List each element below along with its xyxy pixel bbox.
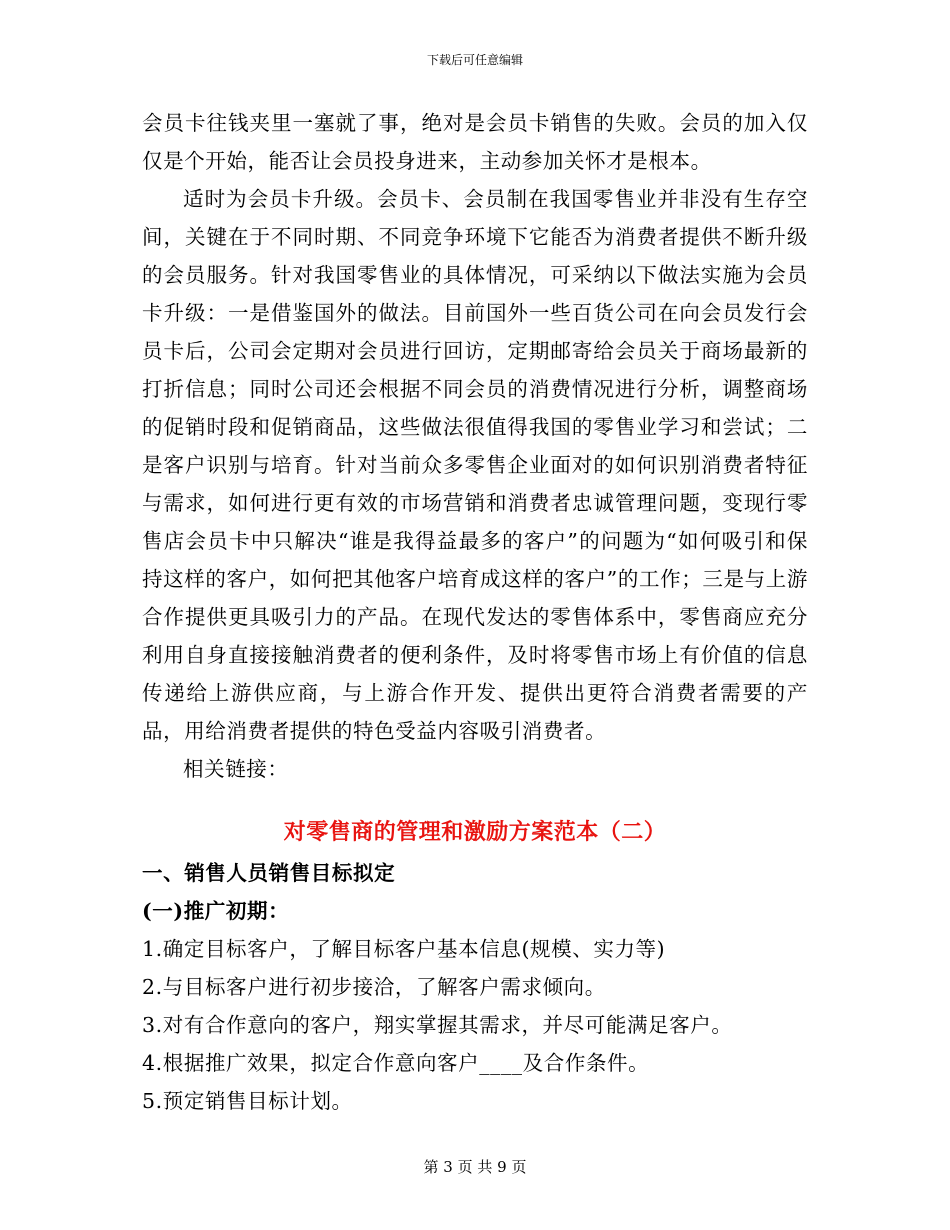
paragraph-1: 会员卡往钱夹里一塞就了事，绝对是会员卡销售的失败。会员的加入仅仅是个开始，能否让会员投身进来，主动参加关怀才是根本。 bbox=[142, 111, 808, 173]
paragraph-2: 适时为会员卡升级。会员卡、会员制在我国零售业并非没有生存空间，关键在于不同时期、不同竞争环境下它能否为消费者提供不断升级的会员服务。针对我国零售业的具体情况，可采纳以下做法实施为会员卡升级：一是借鉴国外的做法。目前国外一些百货公司在向会员发行会员卡后，公司会定期对会员进行回访，定期邮寄给会员关于商场最新的打折信息；同时公司还会根据不同会员的消费情况进行分析，调整商场的促销时段和促销商品，这些做法很值得我国的零售业学习和尝试；二是客户识别与培育。针对当前众多零售企业面对的如何识别消费者特征与需求，如何进行更有效的市场营销和消费者忠诚管理问题，变现行零售店会员卡中只解决“谁是我得益最多的客户”的问题为“如何吸引和保持这样的客户，如何把其他客户培育成这样的客户”的工作；三是与上游合作提供更具吸引力的产品。在现代发达的零售体系中，零售商应充分利用自身直接接触消费者的便利条件，及时将零售市场上有价值的信息传递给上游供应商，与上游合作开发、提供出更符合消费者需要的产品，用给消费者提供的特色受益内容吸引消费者。 bbox=[142, 187, 808, 743]
section-title: 对零售商的管理和激励方案范本（二） bbox=[283, 819, 667, 845]
task-list bbox=[142, 930, 808, 1120]
heading-sales-target: 一、销售人员销售目标拟定 bbox=[142, 861, 396, 885]
list-item: 1.确定目标客户，了解目标客户基本信息(规模、实力等) bbox=[142, 937, 666, 961]
heading-promotion-phase: (一)推广初期： bbox=[142, 899, 290, 923]
section-content bbox=[142, 854, 808, 1120]
page-header: 下载后可任意编辑 bbox=[426, 53, 523, 67]
body-text bbox=[142, 104, 808, 788]
paragraph-related-links: 相关链接： bbox=[183, 757, 289, 781]
list-item: 5.预定销售目标计划。 bbox=[142, 1089, 353, 1113]
list-item: 2.与目标客户进行初步接洽，了解客户需求倾向。 bbox=[142, 975, 606, 999]
list-item: 3.对有合作意向的客户，翔实掌握其需求，并尽可能满足客户。 bbox=[142, 1013, 733, 1037]
page-footer: 第 3 页 共 9 页 bbox=[423, 1158, 527, 1176]
list-item: 4.根据推广效果，拟定合作意向客户____及合作条件。 bbox=[142, 1051, 650, 1075]
